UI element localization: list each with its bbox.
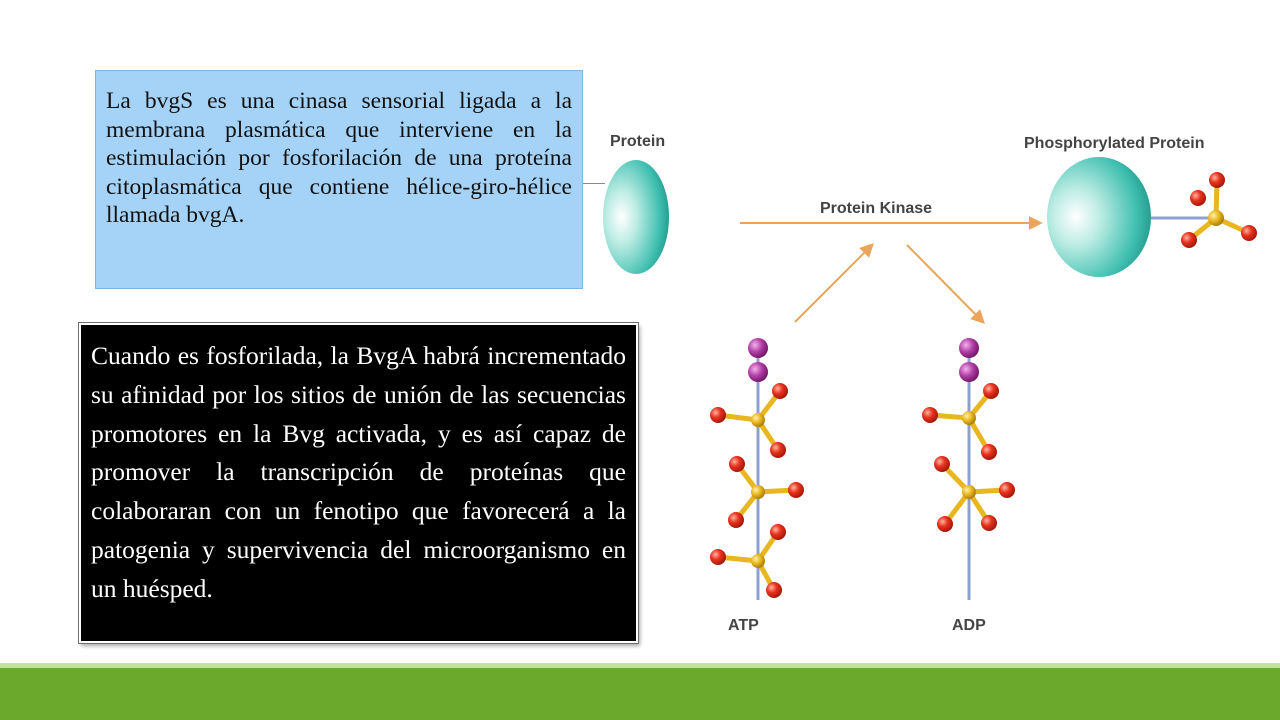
description-text: La bvgS es una cinasa sensorial ligada a la membrana plasmática que interviene en la estimulación por fosforilación de una proteína citoplasmática que contiene hélice-giro-hélice llamada bvgA.	[106, 88, 572, 229]
protein-kinase-label: Protein Kinase	[820, 200, 933, 217]
atp-label: ATP	[728, 617, 759, 634]
atp-molecule	[710, 338, 804, 600]
reaction-arrows	[740, 223, 1040, 322]
adp-label: ADP	[952, 617, 986, 634]
phosphorylated-protein-shape	[1047, 157, 1151, 277]
attached-phosphate	[1151, 172, 1257, 248]
adp-molecule	[922, 338, 1015, 600]
footer-bar	[0, 668, 1280, 720]
explanation-box	[79, 323, 638, 643]
protein-shape	[603, 160, 669, 274]
phosphorylation-diagram	[600, 100, 1280, 660]
phosphorylated-protein-label: Phosphorylated Protein	[1024, 135, 1205, 152]
explanation-text: Cuando es fosforilada, la BvgA habrá incrementado su afinidad por los sitios de unión de las secuencias promotores en la Bvg activada, y es así capaz de promover la transcripción de proteínas que colaboraran con un fenotipo que favorecerá a la patogenia y supervivencia del microorganismo en un huésped.	[91, 341, 626, 603]
description-box	[95, 70, 583, 289]
protein-label: Protein	[610, 133, 666, 150]
